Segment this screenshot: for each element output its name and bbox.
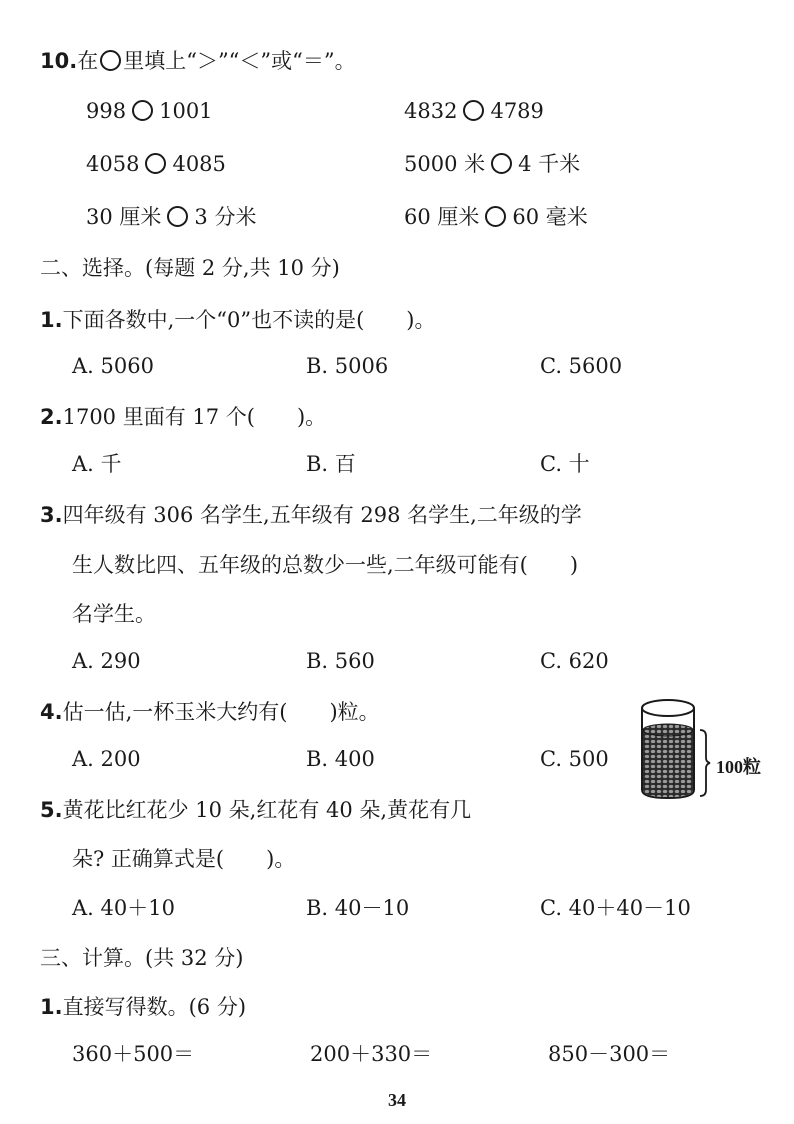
question-5-line-1: 5.黄花比红花少 10 朵,红花有 40 朵,黄花有几 xyxy=(40,798,472,822)
question-3-line-2: 生人数比四、五年级的总数少一些,二年级可能有( ) xyxy=(72,553,579,577)
question-4: 4.估一估,一杯玉米大约有( )粒。 xyxy=(40,700,380,724)
compare-item: 30 厘米 3 分米 xyxy=(86,205,257,229)
option-a[interactable]: A. 290 xyxy=(72,649,141,673)
option-a[interactable]: A. 5060 xyxy=(72,354,154,378)
section3-question-1: 1.直接写得数。(6 分) xyxy=(40,995,247,1019)
compare-item: 998 1001 xyxy=(86,99,213,123)
page-number: 34 xyxy=(388,1090,406,1110)
compare-item: 60 厘米 60 毫米 xyxy=(404,205,588,229)
calc-item: 850－300＝ xyxy=(548,1042,671,1066)
q10-number: 10. xyxy=(40,49,78,73)
option-c[interactable]: C. 500 xyxy=(540,747,609,771)
option-a[interactable]: A. 40＋10 xyxy=(72,896,175,920)
section3-title: 三、计算。(共 32 分) xyxy=(40,946,244,970)
option-b[interactable]: B. 百 xyxy=(306,452,356,476)
option-c[interactable]: C. 620 xyxy=(540,649,609,673)
figure-label: 100粒 xyxy=(716,757,761,777)
option-b[interactable]: B. 560 xyxy=(306,649,375,673)
calc-item: 200＋330＝ xyxy=(310,1042,433,1066)
option-a[interactable]: A. 200 xyxy=(72,747,141,771)
answer-circle[interactable] xyxy=(491,153,512,174)
compare-circle-icon xyxy=(100,50,121,71)
corn-kernels-icon xyxy=(643,724,693,797)
option-c[interactable]: C. 十 xyxy=(540,452,590,476)
question-2: 2.1700 里面有 17 个( )。 xyxy=(40,405,327,429)
option-c[interactable]: C. 40＋40－10 xyxy=(540,896,691,920)
question-5-line-2: 朵? 正确算式是( )。 xyxy=(72,847,296,871)
answer-circle[interactable] xyxy=(145,153,166,174)
option-c[interactable]: C. 5600 xyxy=(540,354,623,378)
answer-circle[interactable] xyxy=(167,206,188,227)
brace-icon xyxy=(700,730,710,796)
corn-cup-figure xyxy=(632,694,782,806)
compare-item: 4058 4085 xyxy=(86,152,226,176)
option-b[interactable]: B. 40－10 xyxy=(306,896,410,920)
question-3-line-3: 名学生。 xyxy=(72,602,156,626)
answer-circle[interactable] xyxy=(485,206,506,227)
option-b[interactable]: B. 400 xyxy=(306,747,375,771)
answer-circle[interactable] xyxy=(132,100,153,121)
option-a[interactable]: A. 千 xyxy=(72,452,122,476)
option-b[interactable]: B. 5006 xyxy=(306,354,389,378)
compare-item: 5000 米 4 千米 xyxy=(404,152,581,176)
compare-item: 4832 4789 xyxy=(404,99,544,123)
section2-title: 二、选择。(每题 2 分,共 10 分) xyxy=(40,256,340,280)
calc-item: 360＋500＝ xyxy=(72,1042,195,1066)
question-1: 1.下面各数中,一个“0”也不读的是( )。 xyxy=(40,308,436,332)
question-3-line-1: 3.四年级有 306 名学生,五年级有 298 名学生,二年级的学 xyxy=(40,503,582,527)
answer-circle[interactable] xyxy=(463,100,484,121)
q10-instruction: 10.在 里填上“＞”“＜”或“＝”。 xyxy=(40,49,356,73)
